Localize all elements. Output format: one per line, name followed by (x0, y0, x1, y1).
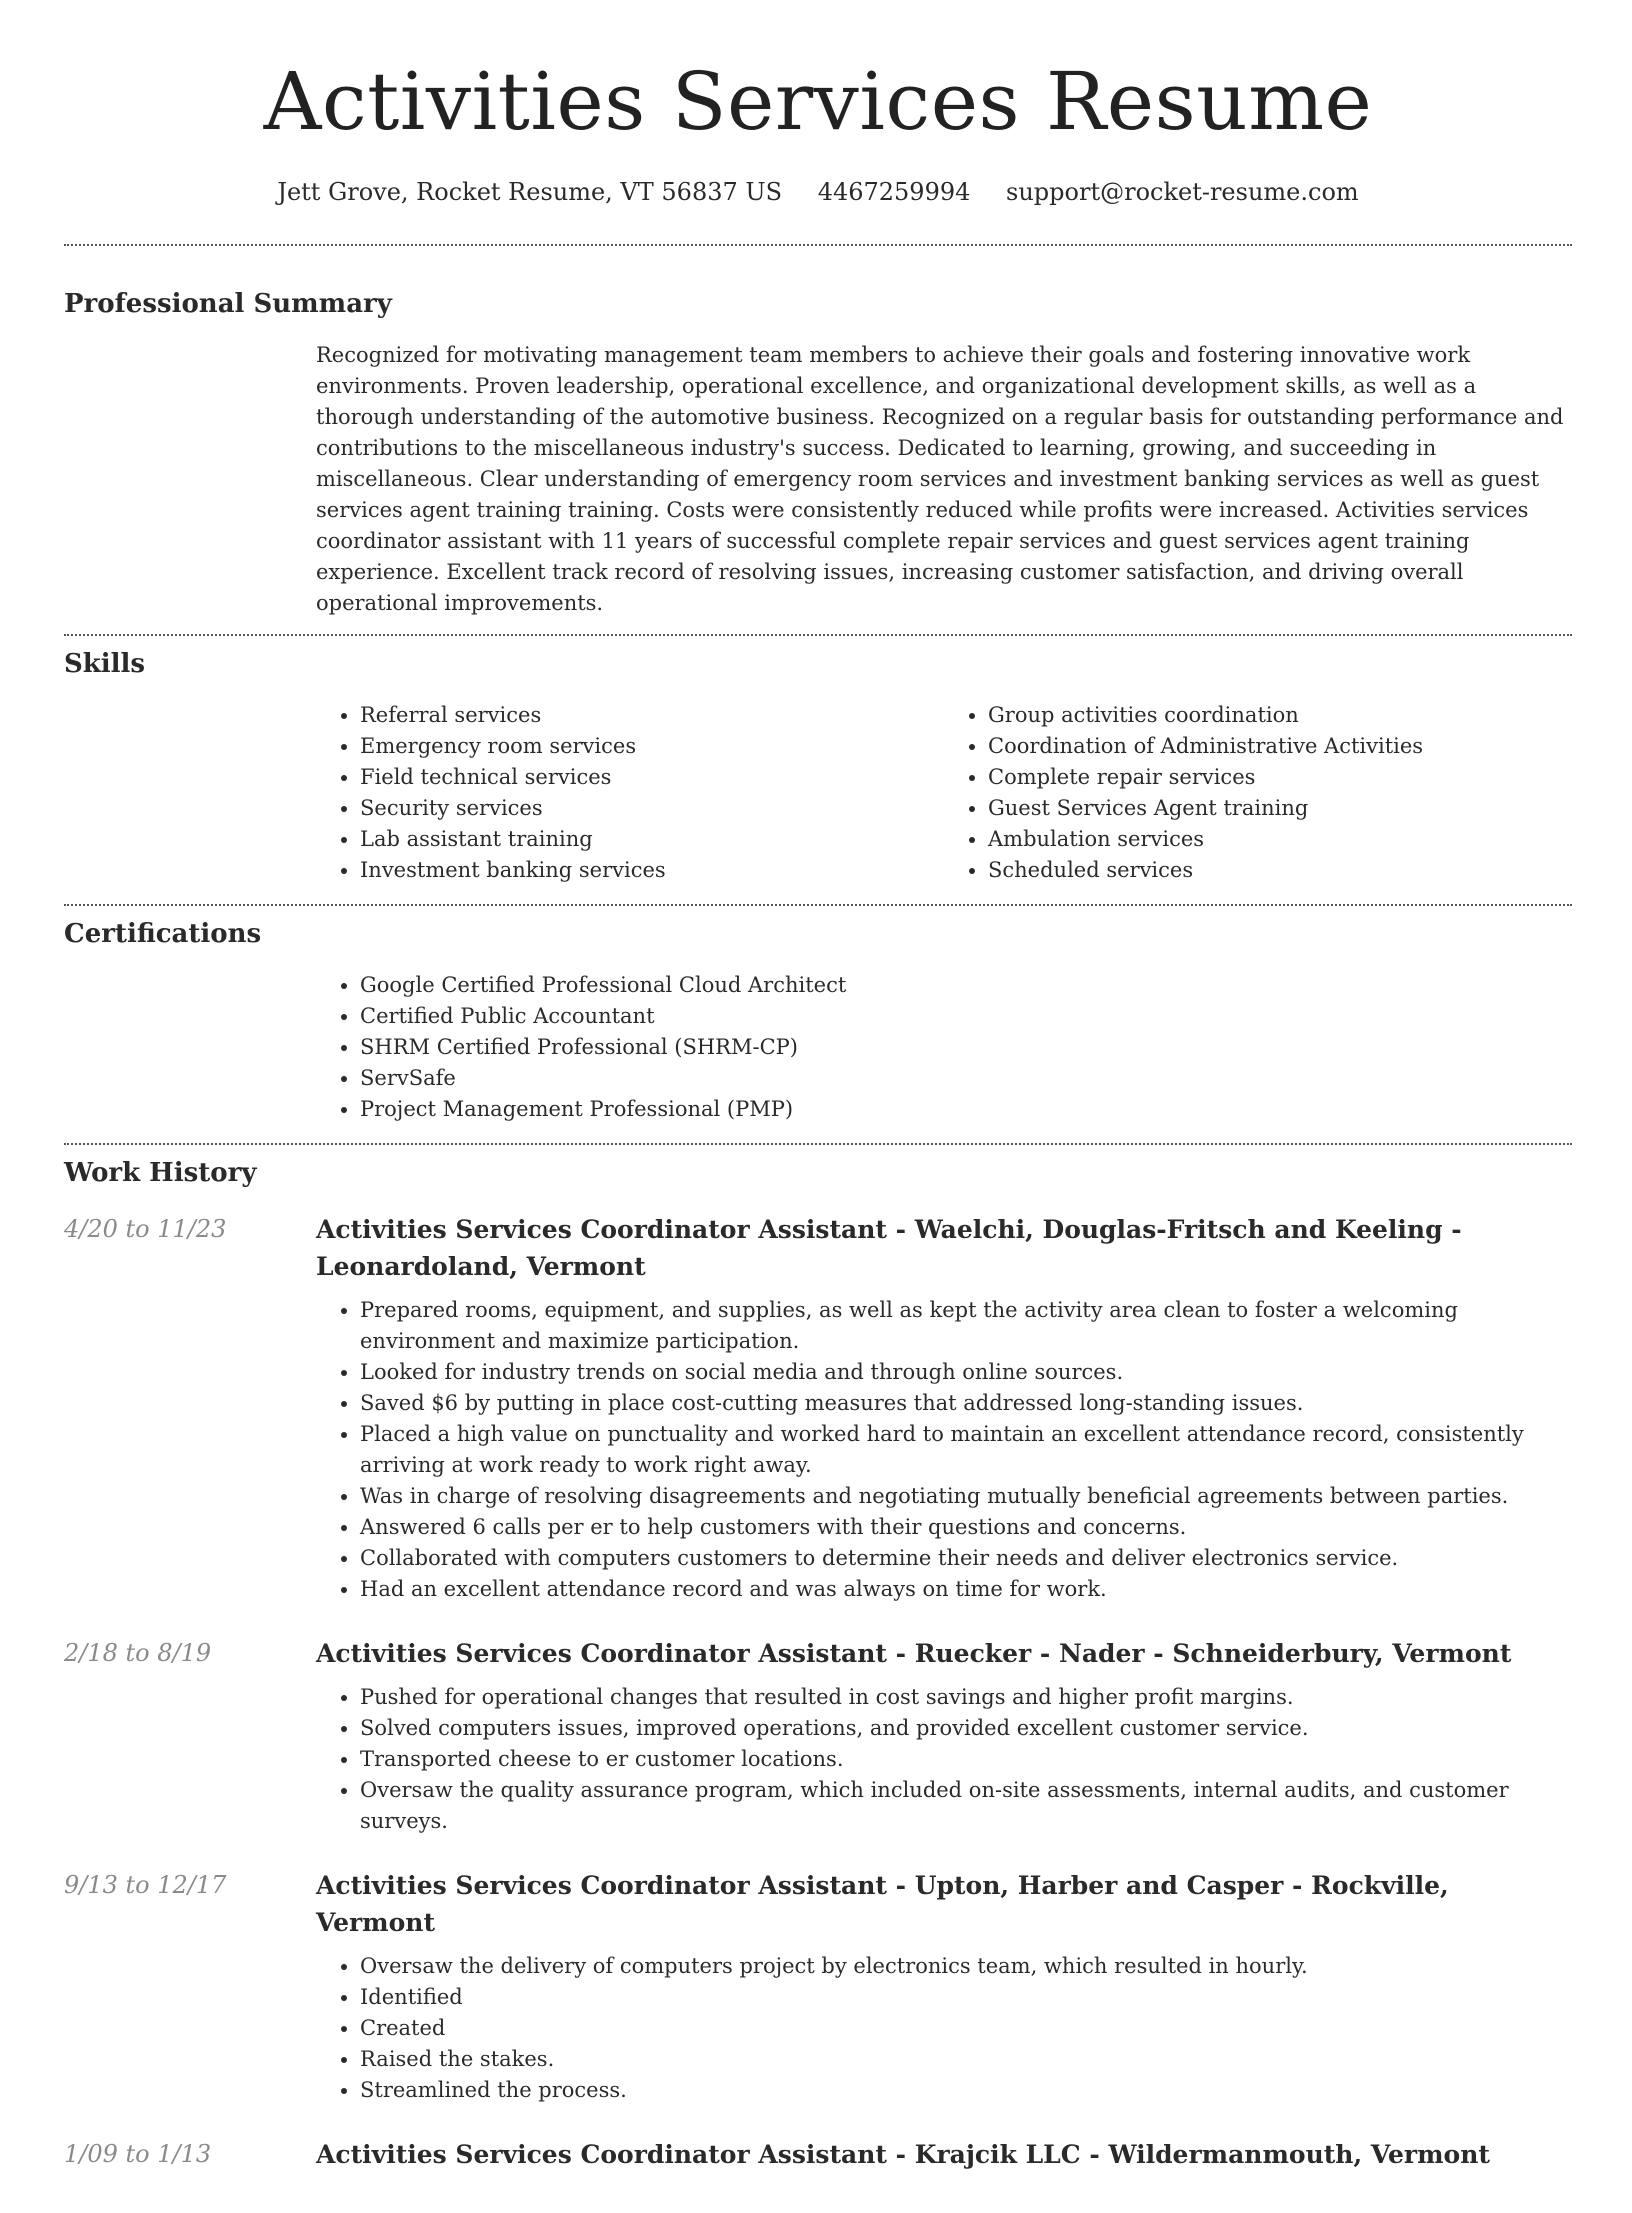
skill-item: • Security services (360, 793, 944, 824)
job-bullet: • Solved computers issues, improved operations, and provided excellent customer service. (360, 1713, 1572, 1744)
job-bullet: • Saved $6 by putting in place cost-cutting measures that addressed long-standing issues. (360, 1388, 1572, 1419)
job-entry (64, 1211, 1572, 1605)
divider (64, 634, 1572, 636)
job-title: Activities Services Coordinator Assistant - Krajcik LLC - Wildermanmouth, Vermont (316, 2140, 1490, 2169)
skills-columns (316, 700, 1572, 886)
skill-item: • Lab assistant training (360, 824, 944, 855)
skills-list-right (944, 700, 1572, 886)
job-bullet: • Created (360, 2013, 1572, 2044)
job-bullets (316, 1682, 1572, 1837)
summary-section (64, 287, 1572, 619)
job-title: Activities Services Coordinator Assistant - Waelchi, Douglas-Fritsch and Keeling - Leonardoland, Vermont (316, 1215, 1462, 1281)
job-entry (64, 1867, 1572, 2106)
job-title: Activities Services Coordinator Assistant - Upton, Harber and Casper - Rockville, Vermont (316, 1871, 1449, 1937)
job-bullet: • Pushed for operational changes that resulted in cost savings and higher profit margins. (360, 1682, 1572, 1713)
job-details (316, 1211, 1572, 1605)
work-jobs (64, 1211, 1572, 2183)
job-bullet: • Oversaw the quality assurance program, which included on-site assessments, internal audits, and customer surveys. (360, 1775, 1572, 1837)
job-dates: 2/18 to 8/19 (64, 1639, 212, 1667)
skill-item: • Emergency room services (360, 731, 944, 762)
skills-heading: Skills (64, 649, 146, 679)
job-dates: 9/13 to 12/17 (64, 1871, 227, 1899)
skill-item: • Referral services (360, 700, 944, 731)
job-bullets (316, 1295, 1572, 1605)
job-bullet: • Placed a high value on punctuality and worked hard to maintain an excellent attendance record, consistently arriving at work ready to work right away. (360, 1419, 1572, 1481)
certification-item: • SHRM Certified Professional (SHRM-CP) (360, 1032, 1572, 1063)
contact-phone: 4467259994 (817, 178, 971, 206)
certifications-section (64, 917, 1572, 1125)
skills-section (64, 647, 1572, 886)
summary-body (316, 340, 1572, 619)
resume-page (64, 0, 1572, 2213)
certification-item: • ServSafe (360, 1063, 1572, 1094)
job-dates: 4/20 to 11/23 (64, 1215, 227, 1243)
work-section (64, 1156, 1572, 2183)
job-title: Activities Services Coordinator Assistant - Ruecker - Nader - Schneiderbury, Vermont (316, 1639, 1512, 1668)
divider (64, 244, 1572, 246)
resume-title: Activities Services Resume (263, 55, 1373, 148)
contact-line (64, 176, 1572, 208)
certifications-list (316, 970, 1572, 1125)
contact-email: support@rocket-resume.com (1006, 178, 1359, 206)
divider (64, 904, 1572, 906)
certifications-heading: Certifications (64, 919, 262, 949)
job-bullet: • Collaborated with computers customers to determine their needs and deliver electronics service. (360, 1543, 1572, 1574)
job-bullet: • Answered 6 calls per er to help customers with their questions and concerns. (360, 1512, 1572, 1543)
job-bullet: • Raised the stakes. (360, 2044, 1572, 2075)
job-bullet: • Had an excellent attendance record and was always on time for work. (360, 1574, 1572, 1605)
skill-item: • Guest Services Agent training (988, 793, 1572, 824)
summary-text: Recognized for motivating management team members to achieve their goals and fostering innovative work environments. Proven leadership, operational excellence, and organizational development skills, as well as a thorough understanding of the automotive business. Recognized on a regular basis for outstanding performance and contributions to the miscellaneous industry's success. Dedicated to learning, growing, and succeeding in miscellaneous. Clear understanding of emergency room services and investment banking services as well as guest services agent training training. Costs were consistently reduced while profits were increased. Activities services coordinator assistant with 11 years of successful complete repair services and guest services agent training experience. Excellent track record of resolving issues, increasing customer satisfaction, and driving overall operational improvements. (316, 343, 1564, 615)
skill-item: • Ambulation services (988, 824, 1572, 855)
contact-address: Jett Grove, Rocket Resume, VT 56837 US (277, 178, 783, 206)
job-bullet: • Looked for industry trends on social media and through online sources. (360, 1357, 1572, 1388)
skill-item: • Field technical services (360, 762, 944, 793)
job-details (316, 2136, 1572, 2183)
job-bullet: • Oversaw the delivery of computers project by electronics team, which resulted in hourly. (360, 1951, 1572, 1982)
certification-item: • Certified Public Accountant (360, 1001, 1572, 1032)
skill-item: • Group activities coordination (988, 700, 1572, 731)
job-bullets (316, 1951, 1572, 2106)
work-heading: Work History (64, 1158, 257, 1188)
job-details (316, 1635, 1572, 1837)
job-entry (64, 1635, 1572, 1837)
divider (64, 1143, 1572, 1145)
certifications-body (316, 970, 1572, 1125)
skill-item: • Complete repair services (988, 762, 1572, 793)
skill-item: • Investment banking services (360, 855, 944, 886)
job-details (316, 1867, 1572, 2106)
job-entry (64, 2136, 1572, 2183)
skill-item: • Scheduled services (988, 855, 1572, 886)
job-bullet: • Streamlined the process. (360, 2075, 1572, 2106)
skill-item: • Coordination of Administrative Activities (988, 731, 1572, 762)
job-bullet: • Prepared rooms, equipment, and supplies, as well as kept the activity area clean to foster a welcoming environment and maximize participation. (360, 1295, 1572, 1357)
summary-heading: Professional Summary (64, 289, 392, 319)
job-bullet: • Transported cheese to er customer locations. (360, 1744, 1572, 1775)
certification-item: • Google Certified Professional Cloud Architect (360, 970, 1572, 1001)
job-dates: 1/09 to 1/13 (64, 2140, 212, 2168)
skills-list-left (316, 700, 944, 886)
certification-item: • Project Management Professional (PMP) (360, 1094, 1572, 1125)
job-bullet: • Was in charge of resolving disagreements and negotiating mutually beneficial agreements between parties. (360, 1481, 1572, 1512)
job-bullet: • Identified (360, 1982, 1572, 2013)
